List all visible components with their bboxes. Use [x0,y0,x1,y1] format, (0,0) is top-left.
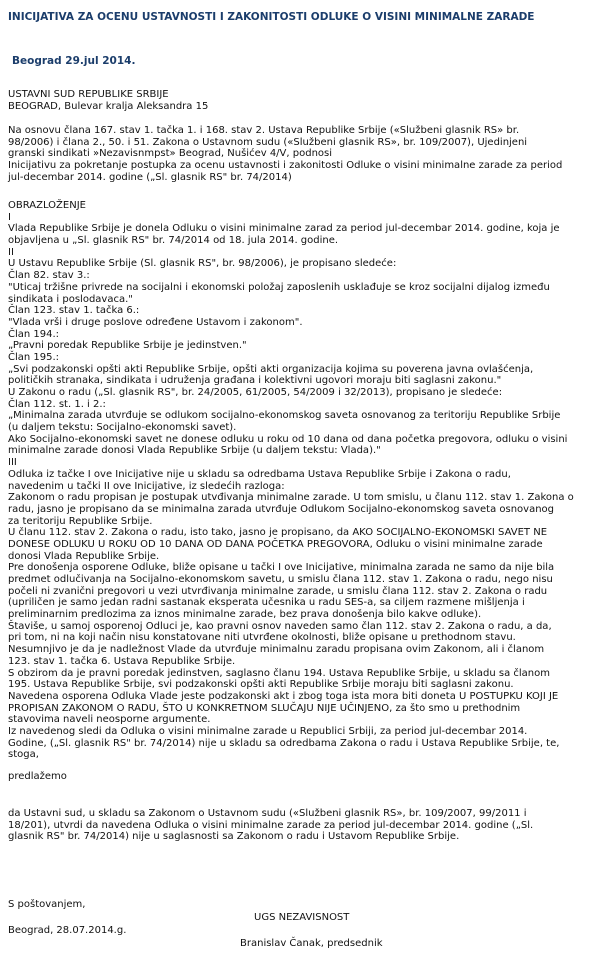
closing-greeting: S poštovanjem, [8,899,86,910]
body-line: „Svi podzakonski opšti akti Republike Srbije, opšti akti organizacija kojima su poverena javna ovlašćenja, [8,363,534,375]
body-line: U Zakonu o radu („Sl. glasnik RS", br. 24/2005, 61/2005, 54/2009 i 32/2013), propisano je sledeće: [8,387,503,398]
body-line: Odluka iz tačke I ove Inicijative nije u skladu sa odredbama Ustava Republike Srbije i Zakona o radu, [8,468,511,480]
body-line: II [8,246,14,258]
body-line: OBRAZLOŽENJE [8,200,86,211]
body-line: S obzirom da je pravni poredak jedinstven, saglasno članu 194. Ustava Republike Srbije, u skladu sa članom [8,667,550,679]
body-line: Zakonom o radu propisan je postupak utvđivanja minimalne zarade. U tom smislu, u članu 112. stav 1. Zakona o [8,492,574,504]
body-line: stoga, [8,749,39,761]
body-line: I [8,211,11,223]
body-line: „Minimalna zarada utvrđuje se odlukom socijalno-ekonomskog saveta osnovanog za teritoriju Republike Srbije [8,410,561,422]
proposal-line: 18/201), utvrdi da navedena Odluka o visini minimalne zarade za period jul-decembar 2014. godine („Sl. [8,819,534,831]
body-line: Pre donošenja osporene Odluke, bliže opisane u tački I ove Inicijative, minimalna zarada ne samo da nije bila [8,562,555,574]
body-line: (u daljem tekstu: Socijalno-ekonomski savet). [8,422,237,434]
body-line: (upriličen je samo jedan radni sastanak eksperata učesnika u radu SES-a, sa ciljem razmene mišljenja i [8,597,525,609]
body-line: Ako Socijalno-ekonomski savet ne donese odluku u roku od 10 dana od dana početka pregovora, odluku o visini [8,433,568,445]
addressee-line: BEOGRAD, Bulevar kralja Aleksandra 15 [8,100,209,112]
addressee-line: USTAVNI SUD REPUBLIKE SRBIJE [8,89,169,100]
body-line: stavovima naveli neosporne argumente. [8,714,211,726]
body-line: 123. stav 1. tačka 6. Ustava Republike Srbije. [8,655,236,667]
explanation-section [8,200,586,773]
body-line: počeli ni zvanični pregovori u vezi utvrđivanja minimalne zarade, u smislu člana 112. stav 2. Zakona o radu [8,585,548,597]
body-line: Godine, („Sl. glasnik RS" br. 74/2014) nije u skladu sa odredbama Zakona o radu i Ustava Republike Srbije, te, [8,737,560,749]
body-line: sindikata i poslodavaca." [8,293,133,305]
body-line: Vlada Republike Srbije je donela Odluku o visini minimalne zarad za period jul-decembar 2014. godine, koja je [8,223,560,235]
body-line: Član 194.: [8,328,60,340]
body-line: U Ustavu Republike Srbije (Sl. glasnik RS", br. 98/2006), je propisano sledeće: [8,258,397,270]
body-line: objavljena u „Sl. glasnik RS" br. 74/2014 od 18. jula 2014. godine. [8,235,339,247]
body-line: III [8,457,17,469]
body-line: DONESE ODLUKU U ROKU OD 10 DANA OD DANA POČETKA PREGOVORA, Odluku o visini minimalne zarade [8,538,543,550]
proposal-line: da Ustavni sud, u skladu sa Zakonom o Ustavnom sudu («Službeni glasnik RS», br. 109/2007, 99/2011 i [8,808,527,819]
body-line: donosi Vlada Republike Srbije. [8,550,160,562]
body-line: predmet odlučivanja na Socijalno-ekonomskom savetu, u smislu člana 112. stav 1. Zakona o radu, nego nisu [8,574,553,585]
document-title: INICIJATIVA ZA OCENU USTAVNOSTI I ZAKONITOSTI ODLUKE O VISINI MINIMALNE ZARADE [8,11,535,23]
body-line: Član 195.: [8,351,60,363]
body-line: pri tom, ni na koji način nisu konstatovane niti utvrđene okolnosti, bliže opisane u prethodnom stavu. [8,632,516,644]
body-line: "Vlada vrši i druge poslove određene Ustavom i zakonom". [8,316,303,328]
intro-paragraph [8,125,586,183]
body-line: Član 112. st. 1. i 2.: [8,398,106,410]
proposal-word: predlažemo [8,771,67,782]
body-line: „Pravni poredak Republike Srbije je jedinstven." [8,340,247,352]
body-line: Štaviše, u samoj osporenoj Odluci je, kao pravni osnov naveden samo član 112. stav 2. Zakona o radu, a da, [8,620,552,632]
body-line: PROPISAN ZAKONOM O RADU, ŠTO U KONKRETNOM SLUČAJU NIJE UČINJENO, za što smo u prethodnim [8,702,521,714]
intro-line: Inicijativu za pokretanje postupka za ocenu ustavnosti i zakonitosti Odluke o visini minimalne zarade za period [8,160,563,172]
addressee-block [8,89,586,112]
body-line: U članu 112. stav 2. Zakona o radu, isto tako, jasno je propisano, da AKO SOCIJALNO-EKONOMSKI SAVET NE [8,527,548,539]
body-line: Navedena osporena Odluka Vlade jeste podzakonski akt i zbog toga ista mora biti doneta U POSTUPKU KOJI JE [8,690,559,702]
body-line: minimalne zarade donosi Vlada Republike Srbije (u daljem tekstu: Vlada)." [8,445,381,457]
document-date: Beograd 29.jul 2014. [12,55,136,67]
intro-line: Na osnovu člana 167. stav 1. tačka 1. i 168. stav 2. Ustava Republike Srbije («Službeni glasnik RS» br. [8,125,520,136]
body-line: preliminarnim predlozima za iznos minimalne zarade, bez prava donošenja bilo kakve odluke). [8,609,482,621]
body-line: Član 123. stav 1. tačka 6.: [8,305,140,317]
body-line: navedenim u tački II ove Inicijative, iz sledećih razloga: [8,480,285,492]
body-line: 195. Ustava Republike Srbije, svi podzakonski opšti akti Republike Srbije moraju biti saglasni zakonu. [8,679,514,691]
intro-line: jul-decembar 2014. godine („Sl. glasnik RS" br. 74/2014) [8,171,292,183]
organization-name: UGS NEZAVISNOST [254,912,350,923]
body-line: "Uticaj tržišne privrede na socijalni i ekonomski položaj zaposlenih usklađuje se kroz socijalni dijalog između [8,281,550,293]
proposal-paragraph [8,808,586,843]
place-date: Beograd, 28.07.2014.g. [8,925,127,936]
body-line: radu, jasno je propisano da se minimalna zarada utvrđuje Odlukom Socijalno-ekonomskog saveta osnovanog [8,503,555,515]
body-line: Član 82. stav 3.: [8,270,90,282]
body-line: Nesumnjivo je da je nadležnost Vlade da utvrđuje minimalnu zaradu propisana ovim Zakonom, ali i članom [8,644,545,656]
body-line: političkih stranaka, sindikata i udruženja građana i kolektivni ugovori moraju biti saglasni zakonu." [8,375,502,387]
body-line: za teritoriju Republike Srbije. [8,515,153,527]
proposal-line: glasnik RS" br. 74/2014) nije u saglasnosti sa Zakonom o radu i Ustavom Republike Srbije. [8,831,460,843]
intro-line: 98/2006) i člana 2., 50. i 51. Zakona o Ustavnom sudu («Službeni glasnik RS», br. 109/2007), Ujedinjeni [8,136,528,148]
signatory: Branislav Čanak, predsednik [240,938,383,949]
proposal-heading [8,771,586,783]
intro-line: granski sindikati »Nezavisnmpst» Beograd, Nušićev 4/V, podnosi [8,148,333,160]
body-line: Iz navedenog sledi da Odluka o visini minimalne zarade u Republici Srbiji, za period jul-decembar 2014. [8,725,528,737]
